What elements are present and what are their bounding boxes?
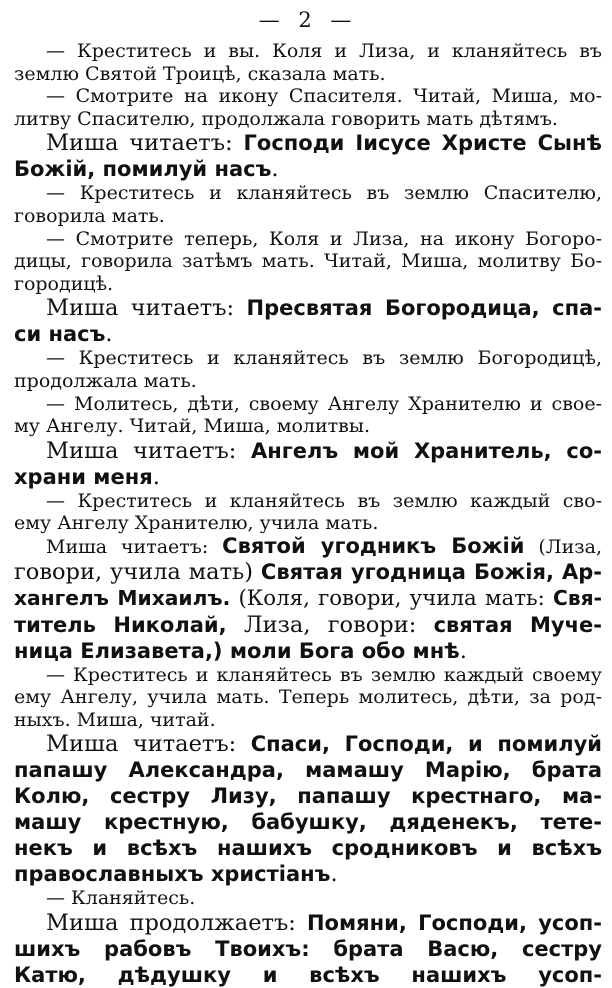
prayer-text: Спаси, Господи, и помилуй [250, 732, 602, 757]
text-body [14, 40, 602, 988]
prayer-text: титель Николай, [14, 612, 227, 637]
prayer-text: некъ и всѣхъ нашихъ сродниковъ и всѣхъ [14, 836, 602, 861]
text-line: — Смотрите теперь, Коля и Лиза, на икону Богоро- [46, 227, 602, 250]
text-line: — Креститесь и кланяйтесь въ землю каждый сво- [46, 489, 602, 512]
text-line [14, 835, 602, 861]
text-line: говорила мать. [14, 204, 165, 227]
text-line [14, 130, 602, 156]
text-line [14, 295, 602, 321]
narrative-text: Миша продолжаетъ: [46, 909, 307, 936]
text-line [14, 156, 602, 182]
text-line: городицѣ. [14, 272, 114, 295]
narrative-text: . [330, 861, 338, 888]
page-number: — 2 — [258, 8, 358, 32]
text-line: — Смотрите на икону Спасителя. Читай, Миша, мо- [46, 85, 602, 108]
text-line [14, 731, 602, 757]
text-line: землю Святой Троицѣ, сказала мать. [14, 62, 386, 85]
text-line: литву Спасителю, продолжала говорить мать дѣтямъ. [14, 107, 558, 130]
narrative-text: Миша читаетъ: [46, 731, 251, 758]
text-line: дицы, говорила затѣмъ мать. Читай, Миша, молитву Бо- [14, 250, 602, 273]
narrative-text: (Лиза, [524, 535, 602, 558]
prayer-text: святая Муче- [433, 612, 602, 637]
narrative-text: Лиза, говори: [226, 611, 434, 638]
text-line: продолжала мать. [14, 369, 197, 392]
text-line [14, 585, 602, 612]
prayer-text: си насъ [14, 322, 106, 347]
narrative-text: . [271, 156, 279, 183]
prayer-text: Катю, дѣдушку и всѣхъ нашихъ усоп- [14, 962, 602, 987]
narrative-text: говори, учила мать) [14, 558, 261, 585]
text-line: ему Ангелу Хранителю, учила мать. [14, 512, 379, 535]
text-line [14, 809, 602, 835]
prayer-text: Свя- [553, 585, 602, 610]
narrative-text: . [152, 463, 160, 490]
narrative-text: . [459, 637, 467, 664]
prayer-text: Святая угодница Божія, Ар- [260, 559, 602, 584]
text-line: му Ангелу. Читай, Миша, молитвы. [14, 415, 371, 438]
narrative-text: Миша читаетъ: [46, 535, 223, 558]
prayer-text: храни меня [14, 464, 153, 489]
prayer-text: ница Елизавета,) моли Бога обо мнѣ [14, 638, 460, 663]
prayer-text: Господи Іисусе Христе Сынѣ [243, 131, 602, 156]
prayer-text: Ангелъ мой Хранитель, со- [250, 438, 602, 463]
prayer-text: Святой угодникъ Божій [222, 534, 525, 558]
narrative-text: Миша читаетъ: [46, 295, 247, 322]
text-line: — Креститесь и кланяйтесь въ землю Богородицѣ, [46, 347, 602, 370]
prayer-text: Колю, сестру Лизу, папашу крестнаго, ма- [14, 784, 602, 809]
text-line [14, 321, 602, 347]
text-line [14, 559, 602, 585]
narrative-text: . [105, 321, 113, 348]
text-line: — Молитесь, дѣти, своему Ангелу Хранителю и свое- [46, 392, 602, 415]
text-line [14, 638, 602, 664]
prayer-text: машу крестную, бабушку, дяденекъ, тете- [14, 810, 602, 835]
text-line [14, 910, 602, 936]
text-line: ныхъ. Миша, читай. [14, 708, 216, 731]
prayer-text: папашу Александра, мамашу Марію, брата [14, 758, 602, 783]
prayer-text: православныхъ христіанъ [14, 862, 331, 887]
text-line [14, 612, 602, 638]
prayer-text: шихъ рабовъ Твоихъ: брата Васю, сестру [14, 936, 602, 961]
text-line [14, 962, 602, 988]
narrative-text: (Коля, говори, учила мать: [230, 585, 553, 611]
text-line [14, 464, 602, 490]
text-line [14, 861, 602, 887]
text-line: — Креститесь и кланяйтесь въ землю Спасителю, [46, 182, 602, 205]
prayer-text: Божій, помилуй насъ [14, 157, 272, 182]
text-line: ему Ангелу, учила мать. Теперь молитесь, дѣти, за род- [14, 686, 602, 709]
text-line: — Креститесь и кланяйтесь въ землю каждый своему [46, 663, 602, 686]
text-line: — Креститесь и вы. Коля и Лиза, и кланяйтесь въ [46, 40, 602, 62]
text-line: — Кланяйтесь. [46, 887, 196, 910]
text-line [14, 535, 602, 559]
prayer-text: хангелъ Михаилъ. [14, 585, 231, 610]
narrative-text: Миша читаетъ: [46, 437, 251, 464]
text-line [14, 438, 602, 464]
narrative-text: Миша читаетъ: [46, 130, 244, 157]
prayer-text: Помяни, Господи, усоп- [306, 910, 602, 935]
prayer-text: Пресвятая Богородица, спа- [246, 296, 602, 321]
text-line [14, 783, 602, 809]
text-line [14, 757, 602, 783]
